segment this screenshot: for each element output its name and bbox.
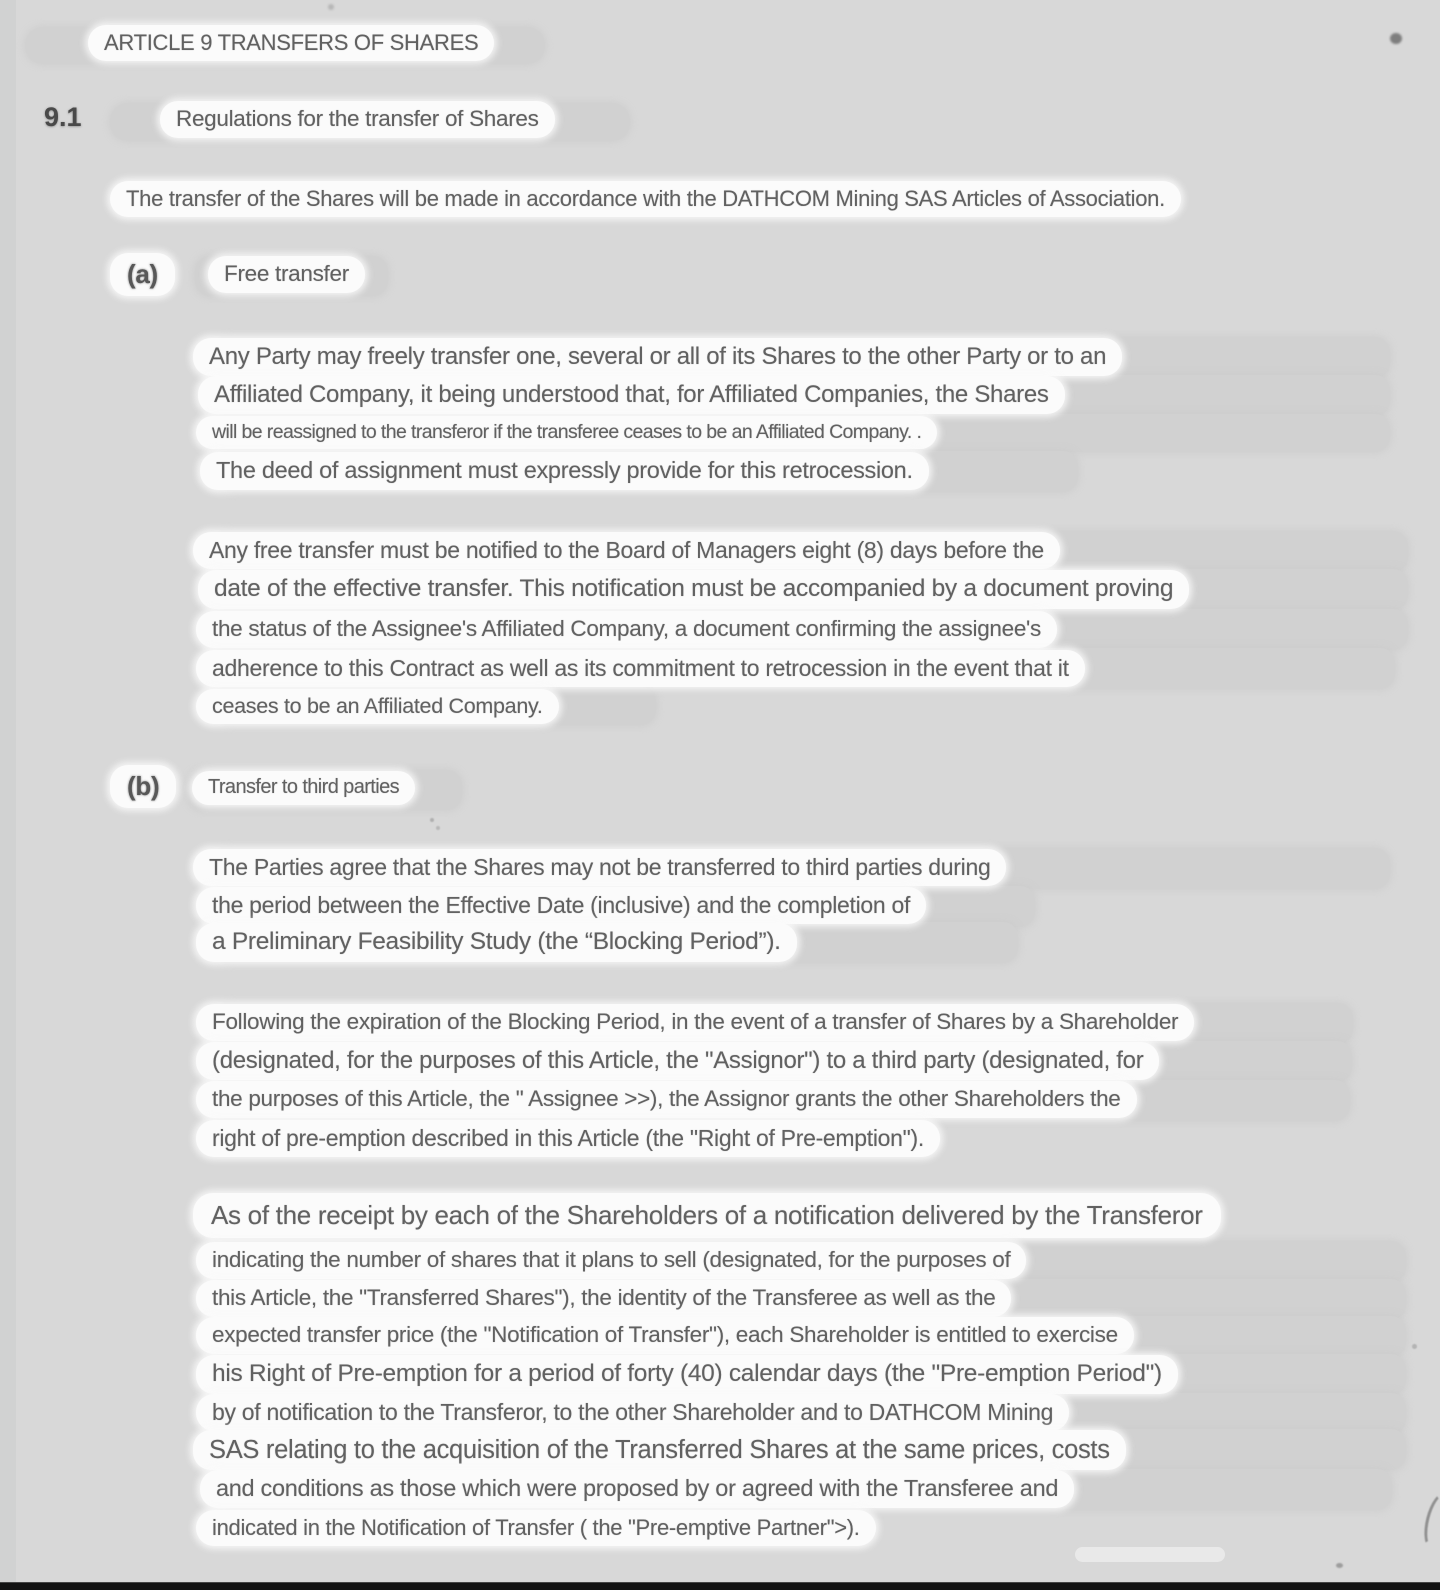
scan-artifact-mark (1419, 1490, 1440, 1552)
text-line: ceases to be an Affiliated Company. (196, 689, 559, 724)
section-title: Regulations for the transfer of Shares (160, 101, 555, 138)
text-line: right of pre-emption described in this Article (the "Right of Pre-emption"). (196, 1120, 940, 1157)
text-line: by of notification to the Transferor, to the other Shareholder and to DATHCOM Mining (196, 1394, 1069, 1431)
subsection-label-a: (a) (110, 253, 175, 296)
subsection-title-a: Free transfer (208, 256, 365, 293)
text-line: the status of the Assignee's Affiliated Company, a document confirming the assignee's (196, 611, 1057, 648)
scan-artifact-dot (1412, 1344, 1417, 1349)
text-line: indicating the number of shares that it plans to sell (designated, for the purposes of (196, 1242, 1026, 1279)
text-line: the period between the Effective Date (inclusive) and the completion of (196, 887, 926, 924)
scan-artifact-dot (328, 4, 334, 10)
intro-line: The transfer of the Shares will be made in accordance with the DATHCOM Mining SAS Articles of Association. (110, 181, 1181, 217)
text-line: date of the effective transfer. This notification must be accompanied by a document proving (198, 570, 1189, 609)
article-heading: ARTICLE 9 TRANSFERS OF SHARES (88, 25, 494, 61)
text-line: a Preliminary Feasibility Study (the “Blocking Period”). (196, 923, 797, 962)
text-line: Any free transfer must be notified to the Board of Managers eight (8) days before the (193, 532, 1060, 569)
text-line: Affiliated Company, it being understood that, for Affiliated Companies, the Shares (198, 376, 1065, 414)
subsection-label-b: (b) (110, 765, 176, 808)
scan-artifact-dot (430, 818, 434, 822)
text-line: SAS relating to the acquisition of the Transferred Shares at the same prices, costs (193, 1430, 1126, 1470)
ocr-faint-highlight (1075, 1547, 1225, 1562)
text-line: his Right of Pre-emption for a period of forty (40) calendar days (the "Pre-emption Period") (196, 1355, 1178, 1394)
text-line: The deed of assignment must expressly provide for this retrocession. (200, 452, 929, 490)
text-line: this Article, the "Transferred Shares"), the identity of the Transferee as well as the (196, 1280, 1011, 1317)
scan-artifact-dot (1336, 1563, 1343, 1568)
text-line: and conditions as those which were proposed by or agreed with the Transferee and (200, 1470, 1074, 1508)
text-line: indicated in the Notification of Transfer ( the "Pre-emptive Partner">). (196, 1510, 876, 1546)
text-line: adherence to this Contract as well as its commitment to retrocession in the event that it (196, 650, 1085, 687)
text-line: expected transfer price (the "Notification of Transfer"), each Shareholder is entitled to exercise (196, 1317, 1134, 1354)
text-line: Following the expiration of the Blocking Period, in the event of a transfer of Shares by a Shareholder (196, 1004, 1194, 1041)
text-line: The Parties agree that the Shares may not be transferred to third parties during (193, 849, 1006, 886)
subsection-title-b: Transfer to third parties (192, 771, 415, 805)
text-line: (designated, for the purposes of this Article, the "Assignor") to a third party (designated, for (196, 1042, 1159, 1080)
scan-artifact-dot (1390, 33, 1402, 44)
page-left-margin-shade (0, 0, 16, 1590)
text-line: Any Party may freely transfer one, several or all of its Shares to the other Party or to an (193, 338, 1122, 376)
section-number: 9.1 (44, 102, 82, 132)
text-line: the purposes of this Article, the " Assignee >>), the Assignor grants the other Shareholders the (196, 1081, 1137, 1118)
text-line: As of the receipt by each of the Shareholders of a notification delivered by the Transferor (193, 1193, 1221, 1238)
scan-artifact-dot (436, 826, 440, 830)
text-line: will be reassigned to the transferor if the transferee ceases to be an Affiliated Company. . (196, 416, 937, 449)
page-bottom-edge (0, 1582, 1440, 1590)
